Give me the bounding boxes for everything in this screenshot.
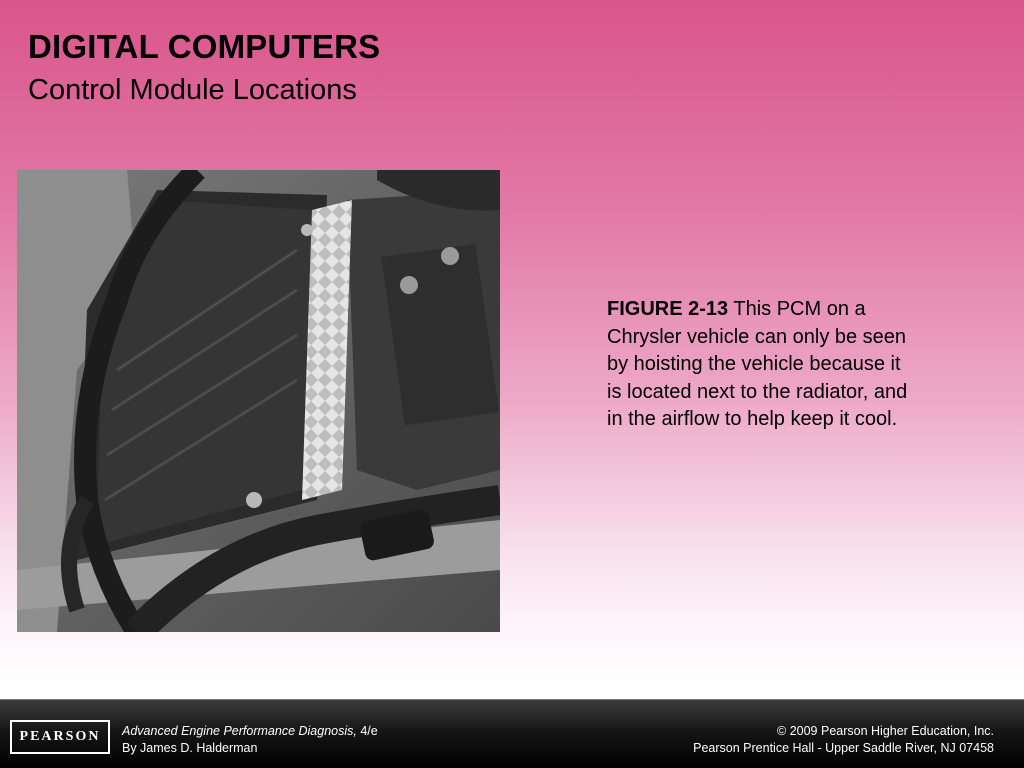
footer-author: By James D. Halderman <box>122 741 258 755</box>
footer-book-title: Advanced Engine Performance Diagnosis, <box>122 724 357 738</box>
slide-subtitle: Control Module Locations <box>28 74 357 106</box>
footer-edition: 4/e <box>356 724 378 738</box>
footer-publisher-info <box>693 723 994 757</box>
figure-text: This PCM on a Chrysler vehicle can only be seen by hoisting the vehicle because it is located next to the radiator, and in the airflow to help keep it cool. <box>607 298 908 430</box>
footer-book-line <box>122 723 378 740</box>
pearson-logo <box>10 720 110 754</box>
figure-label: FIGURE 2-13 <box>607 298 729 320</box>
footer-book-info <box>122 723 378 757</box>
pcm-photo <box>17 170 500 632</box>
pearson-logo-text: PEARSON <box>19 729 101 744</box>
footer-copyright: © 2009 Pearson Higher Education, Inc. <box>777 724 994 738</box>
footer-bar <box>0 699 1024 768</box>
footer-publisher: Pearson Prentice Hall - Upper Saddle River, NJ 07458 <box>693 741 994 755</box>
figure-caption <box>607 296 917 434</box>
slide-title: DIGITAL COMPUTERS <box>28 28 381 65</box>
